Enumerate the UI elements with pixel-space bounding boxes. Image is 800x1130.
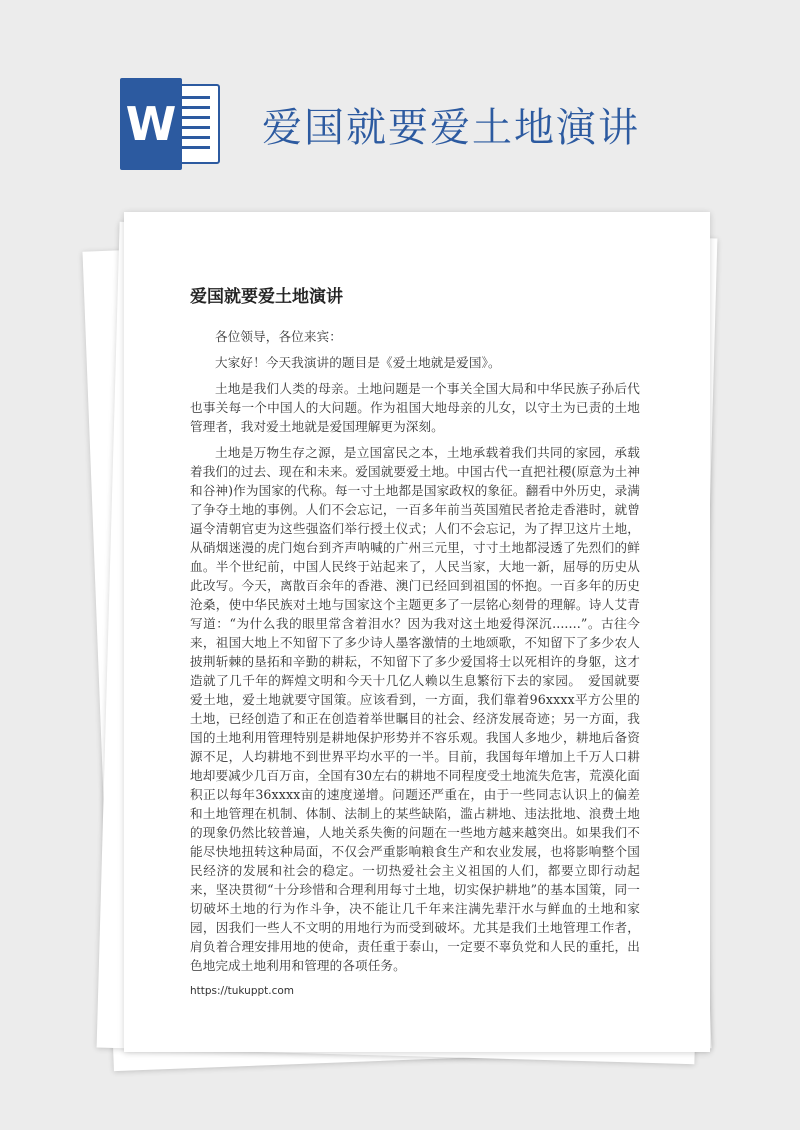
word-document-icon: [120, 78, 220, 170]
body-paragraph: 土地是万物生存之源，是立国富民之本，土地承载着我们共同的家园，承载着我们的过去、现在和未来。爱国就要爱土地。中国古代一直把社稷(原意为土神和谷神)作为国家的代称。每一寸土地都是国家政权的象征。翻看中外历史，录满了争夺土地的事例。人们不会忘记，一百多年前当英国殖民者抢走香港时，就曾逼令清朝官吏为这些强盗们举行授土仪式；人们不会忘记，为了捍卫这片土地，从硝烟迷漫的虎门炮台到齐声呐喊的广州三元里，寸寸土地都浸透了先烈们的鲜血。半个世纪前，中国人民终于站起来了，人民当家，大地一新，屈辱的历史从此改写。今天，离散百余年的香港、澳门已经回到祖国的怀抱。一百多年的历史沧桑，使中华民族对土地与国家这个主题更多了一层铭心刻骨的理解。诗人艾青写道：“为什么我的眼里常含着泪水？因为我对这土地爱得深沉.......”。古往今来，祖国大地上不知留下了多少诗人墨客激情的土地颂歌，不知留下了多少农人披荆斩棘的垦拓和辛勤的耕耘，不知留下了多少爱国将士以死相许的身躯，这才造就了几千年的辉煌文明和今天十几亿人赖以生息繁衍下去的家园。 爱国就要爱土地，爱土地就要守国策。应该看到，一方面，我们靠着96xxxx平方公里的土地，已经创造了和正在创造着举世瞩目的社会、经济发展奇迹；另一方面，我国的土地利用管理特别是耕地保护形势并不容乐观。我国人多地少，耕地后备资源不足，人均耕地不到世界平均水平的一半。目前，我国每年增加上千万人口耕地却要减少几百万亩，全国有30左右的耕地不同程度受土地流失危害，荒漠化面积正以每年36xxxx亩的速度递增。问题还严重在，由于一些同志认识上的偏差和土地管理在机制、体制、法制上的某些缺陷，滥占耕地、违法批地、浪费土地的现象仍然比较普遍，人地关系失衡的问题在一些地方越来越突出。如果我们不能尽快地扭转这种局面，不仅会严重影响粮食生产和农业发展，也将影响整个国民经济的发展和社会的稳定。一切热爱社会主义祖国的人们，都要立即行动起来，坚决贯彻“十分珍惜和合理利用每寸土地，切实保护耕地”的基本国策，同一切破坏土地的行为作斗争，决不能让几千年来注满先辈汗水与鲜血的土地和家园，因我们一些人不文明的用地行为而受到破坏。尤其是我们土地管理工作者，肩负着合理安排用地的使命，责任重于泰山，一定要不辜负党和人民的重托，出色地完成土地利用和管理的各项任务。: [190, 445, 640, 973]
body-paragraph: 土地是我们人类的母亲。土地问题是一个事关全国大局和中华民族子孙后代也事关每一个中国人的大问题。作为祖国大地母亲的儿女，以守土为已责的土地管理者，我对爱土地就是爱国理解更为深刻。: [190, 381, 640, 434]
document-title: 爱国就要爱土地演讲: [190, 287, 343, 307]
document-page: [124, 212, 710, 1052]
source-link[interactable]: https://tukuppt.com: [190, 985, 295, 997]
salutation: 各位领导，各位来宾：: [215, 329, 342, 344]
header: [0, 0, 800, 200]
header-title: 爱国就要爱土地演讲: [262, 105, 640, 151]
greeting: 大家好！今天我演讲的题目是《爱土地就是爱国》。: [215, 355, 501, 370]
word-logo-letter: W: [120, 78, 182, 170]
document-body: [190, 282, 640, 997]
